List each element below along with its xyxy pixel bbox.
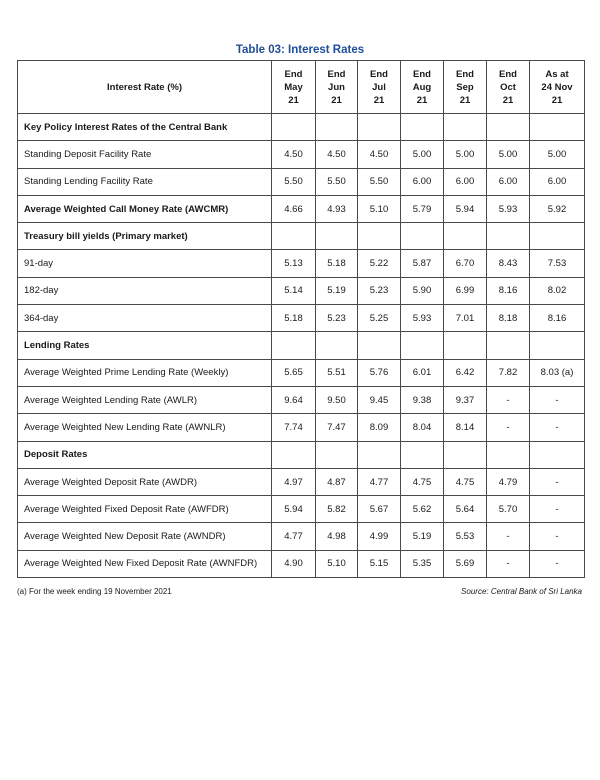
rate-cell (530, 332, 585, 359)
table-row (18, 195, 585, 222)
rate-cell: 5.00 (487, 141, 530, 168)
rate-cell: 8.02 (530, 277, 585, 304)
rate-cell: 4.97 (272, 468, 316, 495)
rate-cell: 5.76 (358, 359, 401, 386)
row-label: Key Policy Interest Rates of the Central Bank (18, 114, 272, 141)
column-header-line: End (413, 68, 431, 80)
table-row (18, 141, 585, 168)
row-label: Standing Lending Facility Rate (18, 168, 272, 195)
rate-cell: 5.51 (316, 359, 358, 386)
rate-cell (401, 114, 444, 141)
table-row (18, 496, 585, 523)
rate-cell: 5.94 (272, 496, 316, 523)
rate-cell: 5.00 (401, 141, 444, 168)
rate-cell: 5.18 (272, 305, 316, 332)
rate-cell: 5.19 (316, 277, 358, 304)
rate-cell: 5.00 (444, 141, 487, 168)
rate-cell: 5.10 (358, 195, 401, 222)
rate-cell (530, 114, 585, 141)
table-row (18, 359, 585, 386)
rate-cell: 5.65 (272, 359, 316, 386)
rate-cell: 8.18 (487, 305, 530, 332)
rate-cell: 5.69 (444, 550, 487, 577)
rate-cell: 5.82 (316, 496, 358, 523)
row-label: 91-day (18, 250, 272, 277)
rate-cell (401, 441, 444, 468)
rate-cell: 4.90 (272, 550, 316, 577)
rate-cell: 7.82 (487, 359, 530, 386)
rate-cell: 5.00 (530, 141, 585, 168)
table-row (18, 468, 585, 495)
header-row (18, 61, 585, 114)
rate-cell: 6.01 (401, 359, 444, 386)
section-row (18, 223, 585, 250)
rate-cell (358, 441, 401, 468)
row-label: Average Weighted New Deposit Rate (AWNDR) (18, 523, 272, 550)
rate-cell (358, 332, 401, 359)
table-row (18, 550, 585, 577)
column-header-line: Jul (372, 81, 386, 93)
rate-cell: 5.87 (401, 250, 444, 277)
rate-cell: 5.62 (401, 496, 444, 523)
rate-cell: 8.03 (a) (530, 359, 585, 386)
rate-cell: 4.50 (316, 141, 358, 168)
row-label: Average Weighted New Fixed Deposit Rate (AWNFDR) (18, 550, 272, 577)
column-header-line: Jun (328, 81, 345, 93)
table-body (18, 114, 585, 578)
rate-cell (530, 441, 585, 468)
rate-cell (487, 441, 530, 468)
rate-cell: 5.79 (401, 195, 444, 222)
row-label: Average Weighted Prime Lending Rate (Weekly) (18, 359, 272, 386)
rate-cell (272, 441, 316, 468)
rate-cell: 8.09 (358, 414, 401, 441)
rate-cell (444, 332, 487, 359)
column-header-line: 21 (331, 94, 342, 106)
rate-cell: 9.64 (272, 386, 316, 413)
table-row (18, 386, 585, 413)
section-row (18, 441, 585, 468)
column-header-line: 21 (416, 94, 428, 106)
rate-cell: 8.04 (401, 414, 444, 441)
rate-cell: 6.99 (444, 277, 487, 304)
rate-cell (530, 223, 585, 250)
column-header (316, 61, 358, 114)
rate-cell (272, 332, 316, 359)
rate-cell: 4.50 (272, 141, 316, 168)
interest-rates-table (17, 60, 585, 578)
table-row (18, 523, 585, 550)
header-label: Interest Rate (%) (18, 61, 272, 114)
rate-cell: 4.66 (272, 195, 316, 222)
column-header-line: 21 (551, 94, 563, 106)
column-header-line: As at (545, 68, 569, 80)
rate-cell (401, 223, 444, 250)
rate-cell: - (530, 414, 585, 441)
rate-cell: 4.75 (444, 468, 487, 495)
rate-cell: 8.16 (530, 305, 585, 332)
rate-cell: 4.77 (272, 523, 316, 550)
table-title: Table 03: Interest Rates (235, 44, 365, 56)
column-header-line: 21 (502, 94, 514, 106)
row-label: Lending Rates (18, 332, 272, 359)
rate-cell: - (487, 386, 530, 413)
row-label: Treasury bill yields (Primary market) (18, 223, 272, 250)
rate-cell: 5.67 (358, 496, 401, 523)
row-label: 182-day (18, 277, 272, 304)
rate-cell: 5.50 (358, 168, 401, 195)
rate-cell (487, 114, 530, 141)
row-label: 364-day (18, 305, 272, 332)
column-header-line: End (456, 68, 474, 80)
rate-cell: - (487, 523, 530, 550)
column-header-line: 21 (373, 94, 385, 106)
rate-cell: 5.50 (316, 168, 358, 195)
rate-cell: 4.79 (487, 468, 530, 495)
rate-cell: 6.00 (401, 168, 444, 195)
rate-cell (272, 223, 316, 250)
column-header (487, 61, 530, 114)
rate-cell: - (530, 550, 585, 577)
rate-cell: 6.00 (530, 168, 585, 195)
rate-cell: 7.53 (530, 250, 585, 277)
rate-cell (358, 223, 401, 250)
column-header-line: Aug (412, 81, 432, 93)
rate-cell: - (487, 550, 530, 577)
rate-cell: 4.50 (358, 141, 401, 168)
rate-cell: 8.16 (487, 277, 530, 304)
row-label: Average Weighted Lending Rate (AWLR) (18, 386, 272, 413)
rate-cell (272, 114, 316, 141)
row-label: Deposit Rates (18, 441, 272, 468)
row-label: Average Weighted Deposit Rate (AWDR) (18, 468, 272, 495)
rate-cell: - (530, 468, 585, 495)
rate-cell (444, 441, 487, 468)
rate-cell (444, 114, 487, 141)
column-header-line: End (499, 68, 517, 80)
rate-cell (316, 441, 358, 468)
rate-cell: 5.50 (272, 168, 316, 195)
table-row (18, 168, 585, 195)
rate-cell: 6.00 (487, 168, 530, 195)
rate-cell: 5.15 (358, 550, 401, 577)
rate-cell: 6.00 (444, 168, 487, 195)
table-row (18, 250, 585, 277)
source-note: Source: Central Bank of Sri Lanka (461, 587, 582, 596)
column-header-line: Sep (456, 81, 474, 93)
rate-cell: 8.43 (487, 250, 530, 277)
rate-cell: 5.14 (272, 277, 316, 304)
rate-cell: 5.35 (401, 550, 444, 577)
rate-cell: 9.50 (316, 386, 358, 413)
rate-cell: 7.74 (272, 414, 316, 441)
rate-cell: 4.87 (316, 468, 358, 495)
row-label: Average Weighted New Lending Rate (AWNLR) (18, 414, 272, 441)
column-header (530, 61, 585, 114)
rate-cell: 4.99 (358, 523, 401, 550)
footnote: (a) For the week ending 19 November 2021 (17, 587, 172, 596)
column-header (401, 61, 444, 114)
column-header (444, 61, 487, 114)
rate-cell: 5.13 (272, 250, 316, 277)
rate-cell: 7.01 (444, 305, 487, 332)
column-header (272, 61, 316, 114)
rate-cell: 6.70 (444, 250, 487, 277)
rate-cell: 4.93 (316, 195, 358, 222)
table-row (18, 305, 585, 332)
column-header-line: 24 Nov (541, 81, 573, 93)
rate-cell (316, 223, 358, 250)
rate-cell (444, 223, 487, 250)
rate-cell: 5.70 (487, 496, 530, 523)
rate-cell: 4.77 (358, 468, 401, 495)
rate-cell: - (487, 414, 530, 441)
rate-cell: 9.45 (358, 386, 401, 413)
rate-cell: - (530, 523, 585, 550)
table-row (18, 277, 585, 304)
column-header-line: End (284, 68, 303, 80)
rate-cell: - (530, 386, 585, 413)
column-header-line: 21 (459, 94, 471, 106)
rate-cell: 5.19 (401, 523, 444, 550)
row-label: Standing Deposit Facility Rate (18, 141, 272, 168)
column-header-line: Oct (500, 81, 516, 93)
rate-cell: 9.37 (444, 386, 487, 413)
rate-cell: 4.98 (316, 523, 358, 550)
table-row (18, 414, 585, 441)
column-header-line: 21 (288, 94, 299, 106)
section-row (18, 332, 585, 359)
rate-cell: 8.14 (444, 414, 487, 441)
rate-cell: 5.90 (401, 277, 444, 304)
rate-cell: 5.94 (444, 195, 487, 222)
rate-cell: 5.64 (444, 496, 487, 523)
rate-cell: 5.93 (401, 305, 444, 332)
rate-cell: 5.23 (316, 305, 358, 332)
rate-cell (316, 114, 358, 141)
row-label: Average Weighted Fixed Deposit Rate (AWFDR) (18, 496, 272, 523)
rate-cell: 5.93 (487, 195, 530, 222)
column-header-line: End (370, 68, 388, 80)
rate-cell (358, 114, 401, 141)
row-label: Average Weighted Call Money Rate (AWCMR) (18, 195, 272, 222)
column-header-line: May (284, 81, 303, 93)
rate-cell (487, 332, 530, 359)
rate-cell: 4.75 (401, 468, 444, 495)
rate-cell: 9.38 (401, 386, 444, 413)
rate-cell: 7.47 (316, 414, 358, 441)
rate-cell: 5.22 (358, 250, 401, 277)
rate-cell: 5.10 (316, 550, 358, 577)
rate-cell: 5.18 (316, 250, 358, 277)
column-header (358, 61, 401, 114)
column-header-line: End (327, 68, 346, 80)
rate-cell: 6.42 (444, 359, 487, 386)
rate-cell: - (530, 496, 585, 523)
rate-cell: 5.53 (444, 523, 487, 550)
rate-cell: 5.25 (358, 305, 401, 332)
rate-cell: 5.23 (358, 277, 401, 304)
rate-cell: 5.92 (530, 195, 585, 222)
rate-cell (316, 332, 358, 359)
rate-cell (487, 223, 530, 250)
section-row (18, 114, 585, 141)
rate-cell (401, 332, 444, 359)
